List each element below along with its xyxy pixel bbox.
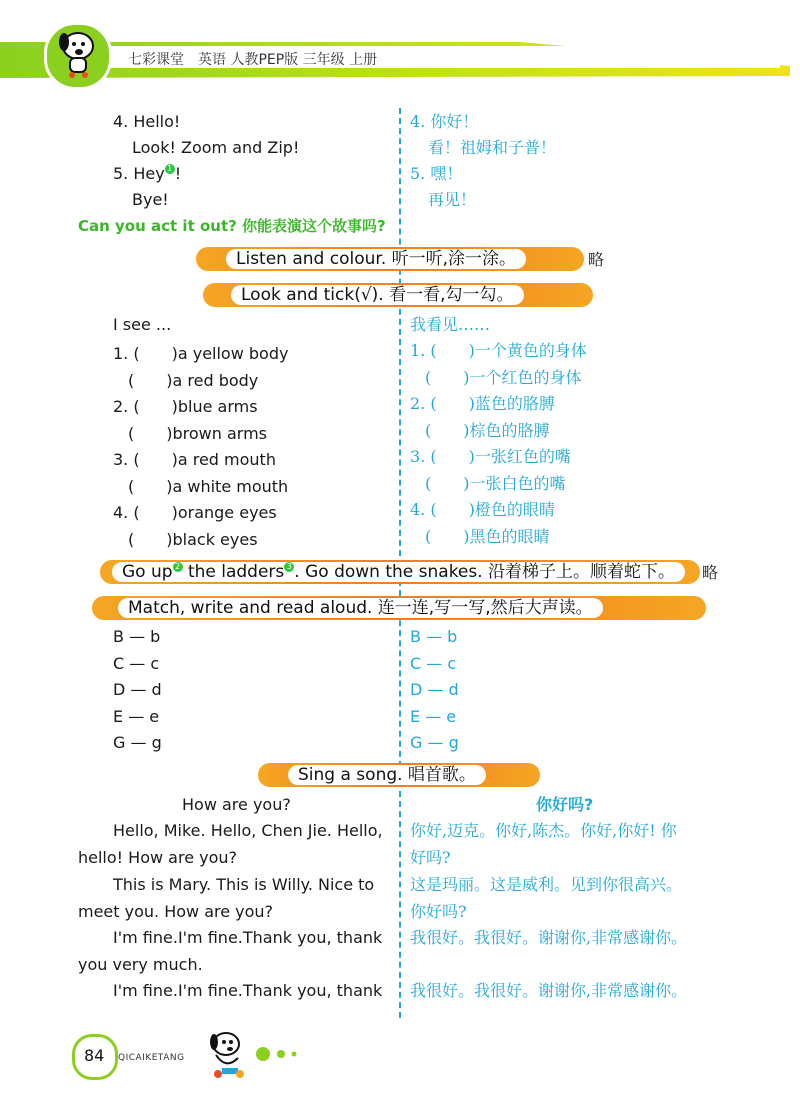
ladders-banner-label xyxy=(112,562,685,582)
tick-item-cn: ( )一张白色的嘴 xyxy=(425,474,566,493)
tick-item-cn: 4. ( )橙色的眼睛 xyxy=(410,500,555,519)
tick-item-cn: 2. ( )蓝色的胳膊 xyxy=(410,394,555,413)
act-out-question: Can you act it out? 你能表演这个故事吗? xyxy=(78,217,386,235)
tick-item-en: 1. ( )a yellow body xyxy=(113,344,289,363)
dialogue-cn-2: 看！祖姆和子普！ xyxy=(428,138,557,157)
song-line-cn: 这是玛丽。这是威利。见到你很高兴。 xyxy=(410,875,683,894)
tick-item-en: ( )a white mouth xyxy=(128,477,289,496)
match-banner-label: Match, write and read aloud. 连一连,写一写,然后大声读。 xyxy=(118,598,603,618)
tick-intro-en: I see ... xyxy=(113,315,172,334)
listen-banner xyxy=(196,247,584,271)
letter-pair-en: D — d xyxy=(113,680,162,699)
dialogue-hey: 5. Hey xyxy=(113,164,165,183)
tick-item-en: 3. ( )a red mouth xyxy=(113,450,276,469)
footer-dots-decoration xyxy=(254,1044,304,1064)
song-line-en: you very much. xyxy=(78,955,203,974)
letter-pair-en: G — g xyxy=(113,733,162,752)
header-title: 七彩课堂 英语 人教PEP版 三年级 上册 xyxy=(128,52,378,68)
song-line-cn: 你好吗? xyxy=(410,902,467,921)
dialogue-en-3 xyxy=(113,164,181,184)
letter-pair-cn: B — b xyxy=(410,627,458,646)
listen-banner-label: Listen and colour. 听一听,涂一涂。 xyxy=(226,249,526,269)
dialogue-cn-1: 4. 你好！ xyxy=(410,112,479,131)
dialogue-en-4: Bye! xyxy=(132,190,169,209)
song-line-en: meet you. How are you? xyxy=(78,902,274,921)
listen-note: 略 xyxy=(588,250,605,269)
tick-item-cn: ( )棕色的胳膊 xyxy=(425,421,550,440)
tick-item-en: ( )black eyes xyxy=(128,530,258,549)
tick-item-en: 4. ( )orange eyes xyxy=(113,503,277,522)
song-line-cn: 我很好。我很好。谢谢你,非常感谢你。 xyxy=(410,928,688,947)
dialogue-en-1: 4. Hello! xyxy=(113,112,181,131)
song-line-en: I'm fine.I'm fine.Thank you, thank xyxy=(113,981,383,1000)
letter-pair-en: C — c xyxy=(113,654,160,673)
match-banner xyxy=(92,596,706,620)
dog-mascot-icon xyxy=(52,28,102,80)
ladders-banner xyxy=(100,560,700,584)
song-line-cn: 我很好。我很好。谢谢你,非常感谢你。 xyxy=(410,981,688,1000)
tick-item-cn: ( )一个红色的身体 xyxy=(425,368,582,387)
footnote-1-badge: 1 xyxy=(165,164,175,174)
song-title-cn: 你好吗? xyxy=(536,795,594,814)
song-line-en: I'm fine.I'm fine.Thank you, thank xyxy=(113,928,383,947)
tick-item-cn: 3. ( )一张红色的嘴 xyxy=(410,447,571,466)
tick-item-en: 2. ( )blue arms xyxy=(113,397,258,416)
ladders-rest: . Go down the snakes. 沿着梯子上。顺着蛇下。 xyxy=(294,562,676,582)
song-line-en: This is Mary. This is Willy. Nice to xyxy=(113,875,375,894)
song-line-cn: 你好,迈克。你好,陈杰。你好,你好! 你 xyxy=(410,821,677,840)
dog-mascot-icon xyxy=(200,1028,254,1082)
letter-pair-cn: C — c xyxy=(410,654,457,673)
footnote-3-badge: 3 xyxy=(284,562,294,572)
song-title-en: How are you? xyxy=(182,795,291,814)
letter-pair-cn: G — g xyxy=(410,733,459,752)
sing-banner-label: Sing a song. 唱首歌。 xyxy=(288,765,486,785)
page-number: 84 xyxy=(84,1046,105,1065)
song-line-en: Hello, Mike. Hello, Chen Jie. Hello, xyxy=(113,821,383,840)
tick-item-cn: ( )黑色的眼睛 xyxy=(425,527,550,546)
tick-item-cn: 1. ( )一个黄色的身体 xyxy=(410,341,587,360)
look-banner-label: Look and tick(√). 看一看,勾一勾。 xyxy=(231,285,524,305)
tick-item-en: ( )a red body xyxy=(128,371,259,390)
song-line-en: hello! How are you? xyxy=(78,848,238,867)
sing-banner xyxy=(258,763,540,787)
letter-pair-en: E — e xyxy=(113,707,160,726)
look-banner xyxy=(203,283,593,307)
dialogue-en-2: Look! Zoom and Zip! xyxy=(132,138,300,157)
footer-brand: QICAIKETANG xyxy=(118,1053,185,1063)
letter-pair-cn: D — d xyxy=(410,680,459,699)
dialogue-hey-exclaim: ! xyxy=(174,164,182,183)
tick-intro-cn: 我看见…… xyxy=(410,315,491,334)
song-line-cn: 好吗? xyxy=(410,848,451,867)
tick-item-en: ( )brown arms xyxy=(128,424,267,443)
dialogue-cn-3: 5. 嘿！ xyxy=(410,164,463,183)
header-bar xyxy=(0,40,790,80)
ladders-go-up: Go up xyxy=(122,562,173,582)
letter-pair-en: B — b xyxy=(113,627,161,646)
letter-pair-cn: E — e xyxy=(410,707,457,726)
dialogue-cn-4: 再见！ xyxy=(428,190,477,209)
ladders-note: 略 xyxy=(702,563,719,582)
footnote-2-badge: 2 xyxy=(173,562,183,572)
ladders-the-ladders: the ladders xyxy=(182,562,285,582)
